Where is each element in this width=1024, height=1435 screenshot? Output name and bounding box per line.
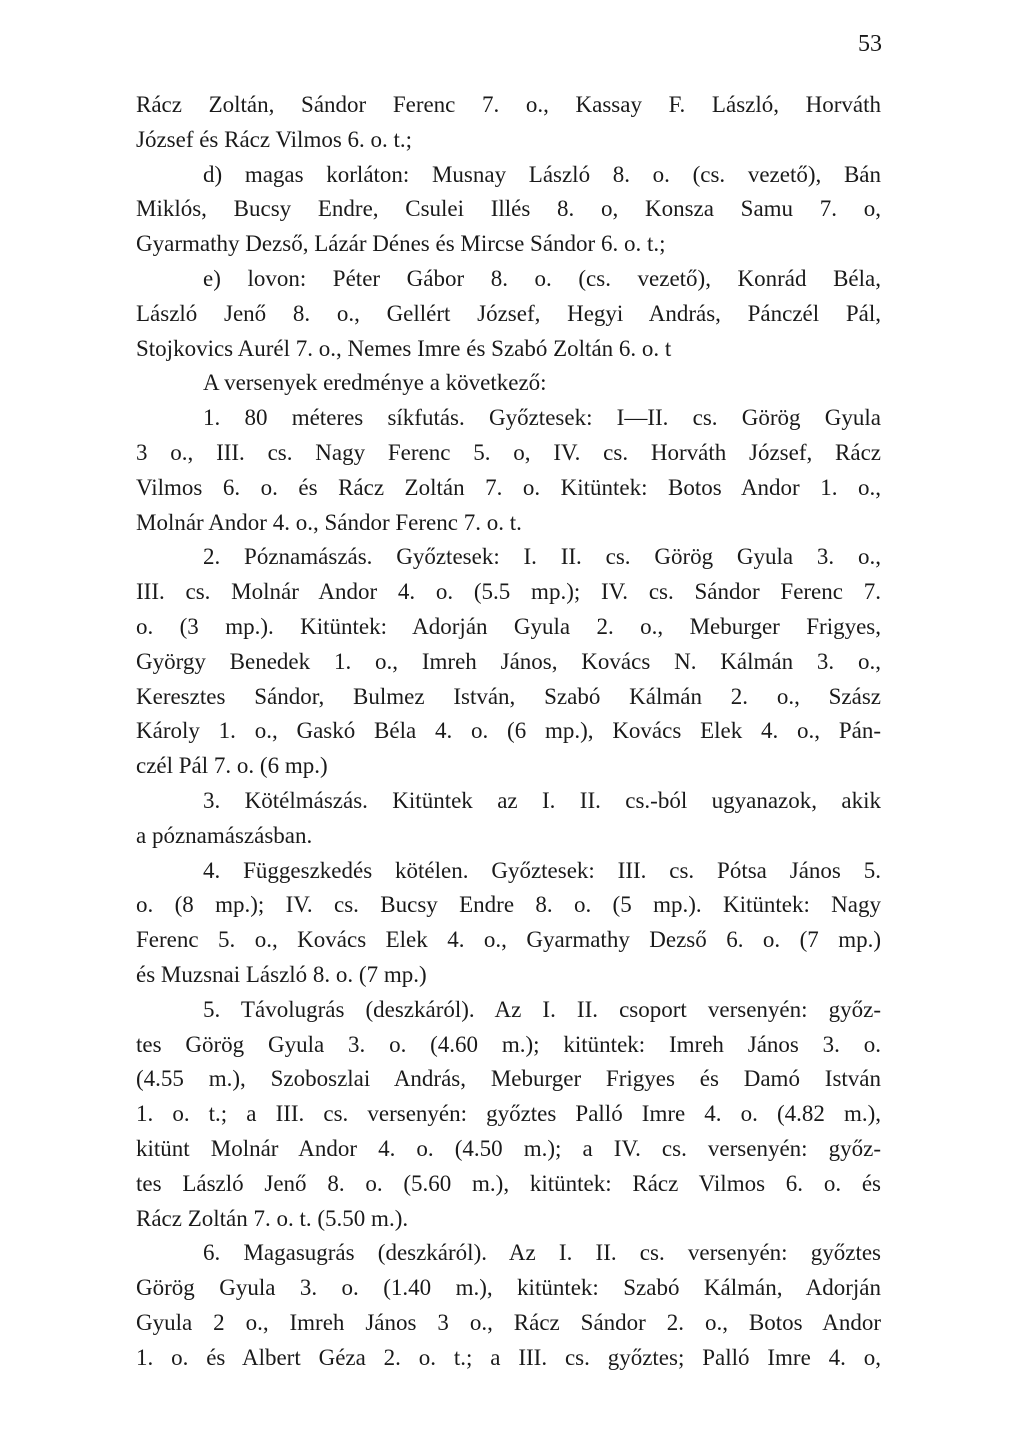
- text-line: 4. Függeszkedés kötélen. Győztesek: III. cs. Pótsa János 5.: [203, 857, 881, 883]
- text-line: György Benedek 1. o., Imreh János, Kovács N. Kálmán 3. o.,: [136, 648, 881, 674]
- text-line: Gyula 2 o., Imreh János 3 o., Rácz Sándor 2. o., Botos Andor: [136, 1309, 881, 1335]
- text-line: Görög Gyula 3. o. (1.40 m.), kitüntek: Szabó Kálmán, Adorján: [136, 1275, 881, 1301]
- text-line: Ferenc 5. o., Kovács Elek 4. o., Gyarmathy Dezső 6. o. (7 mp.): [136, 927, 881, 953]
- text-line: kitünt Molnár Andor 4. o. (4.50 m.); a IV. cs. versenyén: győz-: [136, 1135, 881, 1161]
- text-line: tes Görög Gyula 3. o. (4.60 m.); kitüntek: Imreh János 3. o.: [136, 1031, 881, 1057]
- text-line: Károly 1. o., Gaskó Béla 4. o. (6 mp.), Kovács Elek 4. o., Pán-: [136, 718, 881, 744]
- text-line: Miklós, Bucsy Endre, Csulei Illés 8. o, Konsza Samu 7. o,: [136, 196, 881, 222]
- text-line: László Jenő 8. o., Gellért József, Hegyi András, Pánczél Pál,: [136, 300, 881, 326]
- text-line: A versenyek eredménye a következő:: [203, 370, 547, 396]
- text-line: o. (8 mp.); IV. cs. Bucsy Endre 8. o. (5 mp.). Kitüntek: Nagy: [136, 892, 881, 918]
- text-line: 3. Kötélmászás. Kitüntek az I. II. cs.-ból ugyanazok, akik: [203, 787, 881, 813]
- text-line: Rácz Zoltán, Sándor Ferenc 7. o., Kassay F. László, Horváth: [136, 92, 881, 117]
- text-line: e) lovon: Péter Gábor 8. o. (cs. vezető), Konrád Béla,: [203, 265, 881, 291]
- text-line: és Muzsnai László 8. o. (7 mp.): [136, 961, 427, 987]
- text-line: 1. o. t.; a III. cs. versenyén: győztes Palló Imre 4. o. (4.82 m.),: [136, 1101, 881, 1127]
- text-line: József és Rácz Vilmos 6. o. t.;: [136, 126, 413, 152]
- text-line: Stojkovics Aurél 7. o., Nemes Imre és Szabó Zoltán 6. o. t: [136, 335, 672, 361]
- page-number: 53: [858, 31, 882, 57]
- text-line: 3 o., III. cs. Nagy Ferenc 5. o, IV. cs. Horváth József, Rácz: [136, 439, 881, 465]
- text-line: o. (3 mp.). Kitüntek: Adorján Gyula 2. o., Meburger Frigyes,: [136, 613, 881, 639]
- body-text: [136, 88, 881, 1375]
- text-line: 5. Távolugrás (deszkáról). Az I. II. csoport versenyén: győz-: [203, 996, 881, 1022]
- text-line: 2. Póznamászás. Győztesek: I. II. cs. Görög Gyula 3. o.,: [203, 544, 881, 570]
- text-line: Gyarmathy Dezső, Lázár Dénes és Mircse Sándor 6. o. t.;: [136, 231, 666, 257]
- text-line: 6. Magasugrás (deszkáról). Az I. II. cs. versenyén: győztes: [203, 1240, 881, 1266]
- text-line: 1. o. és Albert Géza 2. o. t.; a III. cs. győztes; Palló Imre 4. o,: [136, 1344, 881, 1370]
- text-line: Molnár Andor 4. o., Sándor Ferenc 7. o. t.: [136, 509, 522, 535]
- text-line: d) magas korláton: Musnay László 8. o. (cs. vezető), Bán: [203, 161, 881, 187]
- text-line: a póznamászásban.: [136, 822, 313, 848]
- text-line: Keresztes Sándor, Bulmez István, Szabó Kálmán 2. o., Szász: [136, 683, 881, 709]
- text-line: (4.55 m.), Szoboszlai András, Meburger Frigyes és Damó István: [136, 1066, 881, 1092]
- text-line: czél Pál 7. o. (6 mp.): [136, 753, 328, 779]
- text-line: III. cs. Molnár Andor 4. o. (5.5 mp.); IV. cs. Sándor Ferenc 7.: [136, 579, 881, 605]
- text-line: 1. 80 méteres síkfutás. Győztesek: I—II. cs. Görög Gyula: [203, 405, 881, 431]
- text-line: tes László Jenő 8. o. (5.60 m.), kitüntek: Rácz Vilmos 6. o. és: [136, 1170, 881, 1196]
- text-line: Rácz Zoltán 7. o. t. (5.50 m.).: [136, 1205, 409, 1231]
- text-line: Vilmos 6. o. és Rácz Zoltán 7. o. Kitüntek: Botos Andor 1. o.,: [136, 474, 881, 500]
